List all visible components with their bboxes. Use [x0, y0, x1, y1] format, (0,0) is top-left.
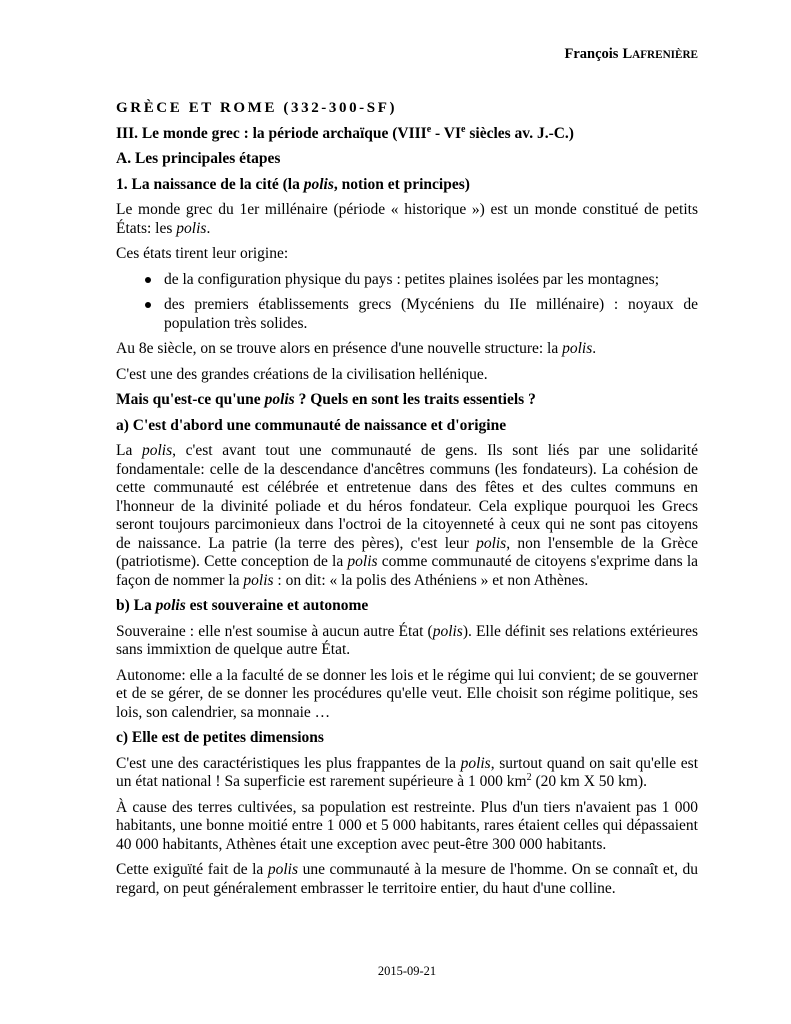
text-segment: est souveraine et autonome [185, 597, 369, 614]
text-segment: (20 km X 50 km). [531, 773, 647, 790]
paragraph-population: À cause des terres cultivées, sa population est restreinte. Plus d'un tiers n'avaient pas 1 000 habitants, une bonne moitié entre 1 000 et 5 000 habitants, rares étaient celles qui dépassaient 40 000 habitants, Athènes était une exception avec peut-être 300 000 habitants. [116, 798, 698, 853]
paragraph-structure [116, 340, 698, 359]
text-segment: Le monde grec du 1er millénaire (période « historique ») est un monde constitué de petits États: les [116, 201, 698, 237]
text-segment: . [592, 340, 597, 357]
text-segment: C'est une des caractéristiques les plus frappantes de la [116, 754, 461, 772]
polis-term: polis [303, 175, 334, 193]
polis-term: polis [460, 754, 491, 772]
list-item [116, 271, 698, 290]
polis-term: polis [432, 622, 463, 640]
footer-date: 2015-09-21 [377, 964, 437, 978]
paragraph-origin: Ces états tirent leur origine: [116, 245, 289, 262]
list-item [116, 296, 698, 333]
text-segment: , non l'ensemble de la Grèce (patriotisme). Cette conception de la [116, 534, 698, 570]
text-segment: , notion et principes) [333, 175, 470, 193]
text-segment: : on dit: « la polis des Athéniens » et non Athènes. [273, 571, 589, 589]
polis-term: polis [347, 553, 378, 570]
course-title: GRÈCE ET ROME (332-300-SF) [116, 100, 398, 116]
author-header [564, 45, 698, 64]
superscript: 2 [526, 772, 532, 783]
text-segment: Au 8e siècle, on se trouve alors en présence d'une nouvelle structure: la [116, 340, 563, 357]
text-segment: Cette exiguïté fait de la [116, 861, 268, 878]
paragraph-intro [116, 201, 698, 238]
polis-term: polis [267, 861, 299, 878]
text-segment: . [206, 219, 211, 237]
section-heading: A. Les principales étapes [116, 150, 281, 167]
text-segment: ). Elle définit ses relations extérieures sans immixtion de quelque autre État. [116, 622, 698, 658]
paragraph-scale [116, 861, 698, 898]
polis-term: polis [155, 597, 186, 614]
text-segment: une communauté à la mesure de l'homme. On se connaît et, du regard, on peut généralement embrasser le territoire entier, du haut d'une colline. [116, 861, 698, 897]
list-item-text: de la configuration physique du pays : petites plaines isolées par les montagnes; [164, 270, 660, 288]
text-segment: La [116, 442, 142, 459]
polis-term: polis [264, 391, 295, 408]
heading-b [116, 597, 698, 616]
paragraph-creation: C'est une des grandes créations de la civilisation hellénique. [116, 365, 488, 383]
polis-term: polis [142, 442, 173, 459]
text-segment: ? Quels en sont les traits essentiels ? [294, 391, 536, 408]
superscript: e [426, 123, 432, 135]
polis-term: polis [476, 534, 507, 552]
superscript: e [461, 123, 466, 135]
document-body [116, 99, 698, 905]
polis-term: polis [243, 571, 274, 589]
sub-heading-1 [116, 176, 698, 195]
bullet-icon [145, 302, 151, 308]
paragraph-sovereign [116, 623, 698, 660]
text-segment: Mais qu'est-ce qu'une [116, 391, 265, 408]
author-last-name: LAFRENIÈRE [622, 46, 698, 62]
text-segment: , c'est avant tout une communauté de gens. Ils sont liés par une solidarité fondamentale: celle de la descendance d'ancêtres communs (les fondateurs). La cohésion de cette communauté est célébrée et entretenue dans des fêtes et des cultes communs en l'honneur de la divinité poliade et du héros fondateur. Cela explique pourquoi les Grecs seront toujours parcimonieux dans l'octroi de la citoyenneté à ceux qui ne sont pas citoyens de naissance. La patrie (la terre des pères), c'est leur [116, 442, 698, 552]
question-heading [116, 391, 698, 410]
text-segment: siècles av. J.-C.) [465, 124, 574, 142]
text-segment: Souveraine : elle n'est soumise à aucun autre État ( [116, 622, 433, 640]
list-item-text: des premiers établissements grecs (Mycéniens du IIe millénaire) : noyaux de population très solides. [164, 296, 698, 332]
bullet-icon [145, 277, 151, 283]
paragraph-a [116, 442, 698, 590]
text-segment: b) La [116, 597, 156, 614]
heading-a: a) C'est d'abord une communauté de naissance et d'origine [116, 416, 507, 434]
paragraph-size [116, 755, 698, 792]
text-segment: III. Le monde grec : la période archaïque (VIII [116, 124, 427, 142]
part-heading [116, 125, 698, 144]
text-segment: - VI [431, 124, 462, 142]
polis-term: polis [562, 340, 593, 357]
text-segment: , surtout quand on sait qu'elle est un état national ! Sa superficie est rarement supérieure à 1 000 km [116, 754, 698, 790]
author-first-name: François [564, 46, 619, 62]
text-segment: comme communauté de citoyens s'exprime dans la façon de nommer la [116, 553, 699, 589]
heading-c: c) Elle est de petites dimensions [116, 729, 324, 746]
paragraph-autonomous: Autonome: elle a la faculté de se donner les lois et le régime qui lui convient; de se gouverner et de se gérer, de se donner les procédures qu'elle veut. Elle choisit son régime politique, ses lois, son calendrier, sa monnaie … [116, 666, 698, 721]
polis-term: polis [176, 219, 207, 237]
text-segment: 1. La naissance de la cité (la [116, 175, 304, 193]
